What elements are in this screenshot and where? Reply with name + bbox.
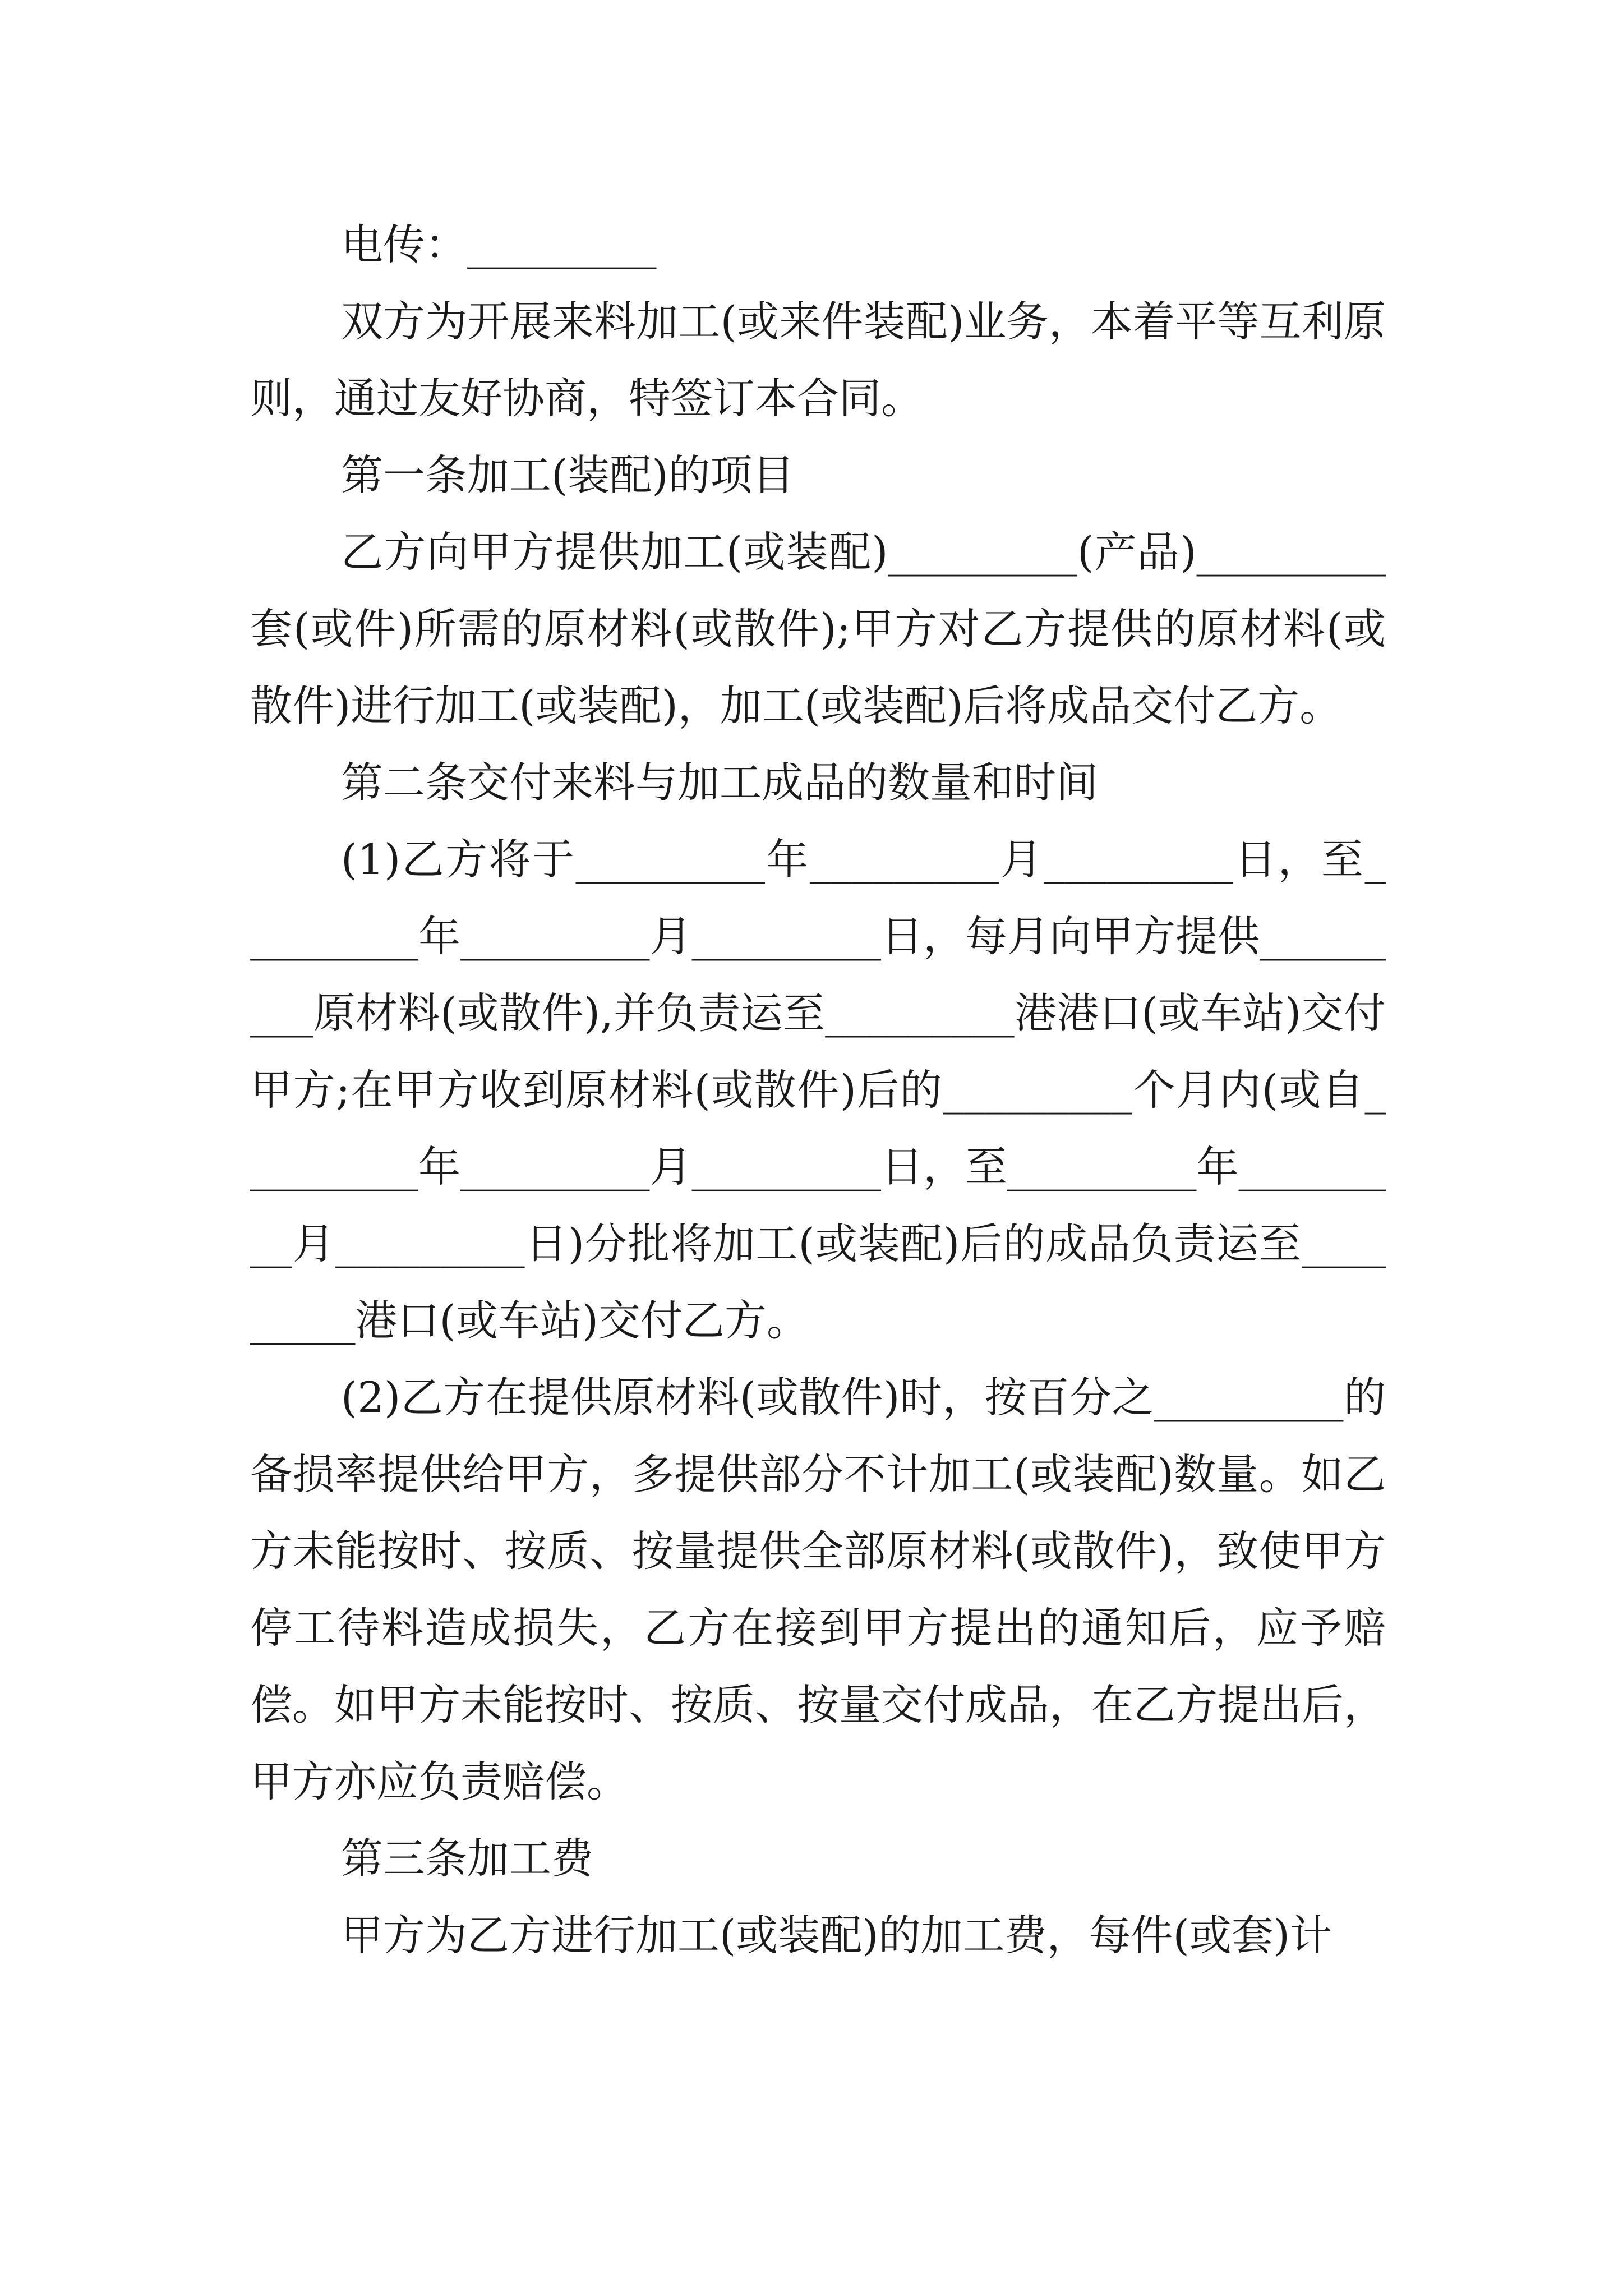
fax-line: 电传：_________ <box>341 220 657 269</box>
article-3-body: 甲方为乙方进行加工(或装配)的加工费，每件(或套)计 <box>341 1911 1332 1960</box>
article-1-body: 乙方向甲方提供加工(或装配)_________(产品)_________套(或件)所需的原材料(或散件);甲方对乙方提供的原材料(或散件)进行加工(或装配)，加工(或装配)后将成品交付乙方。 <box>250 527 1386 730</box>
article-1-title: 第一条加工(装配)的项目 <box>341 450 795 500</box>
intro-paragraph: 双方为开展来料加工(或来件装配)业务，本着平等互利原则，通过友好协商，特签订本合同。 <box>250 297 1386 423</box>
article-2-title: 第二条交付来料与加工成品的数量和时间 <box>341 758 1099 807</box>
article-2-item-2: (2)乙方在提供原材料(或散件)时，按百分之_________的备损率提供给甲方，多提供部分不计加工(或装配)数量。如乙方未能按时、按质、按量提供全部原材料(或散件)，致使甲方停工待料造成损失，乙方在接到甲方提出的通知后，应予赔偿。如甲方未能按时、按质、按量交付成品，在乙方提出后，甲方亦应负责赔偿。 <box>250 1373 1386 1806</box>
article-2-item-1: (1)乙方将于_________年_________月_________日，至_________年_________月_________日，每月向甲方提供_________原材料(或散件),并负责运至_________港港口(或车站)交付甲方;在甲方收到原材料(或散件)后的_________个月内(或自_________年_________月_________日，至_________年_________月_________日)分批将加工(或装配)后的成品负责运至_________港口(或车站)交付乙方。 <box>250 835 1386 1345</box>
article-3-title: 第三条加工费 <box>341 1834 594 1883</box>
document-body <box>250 206 1386 1974</box>
